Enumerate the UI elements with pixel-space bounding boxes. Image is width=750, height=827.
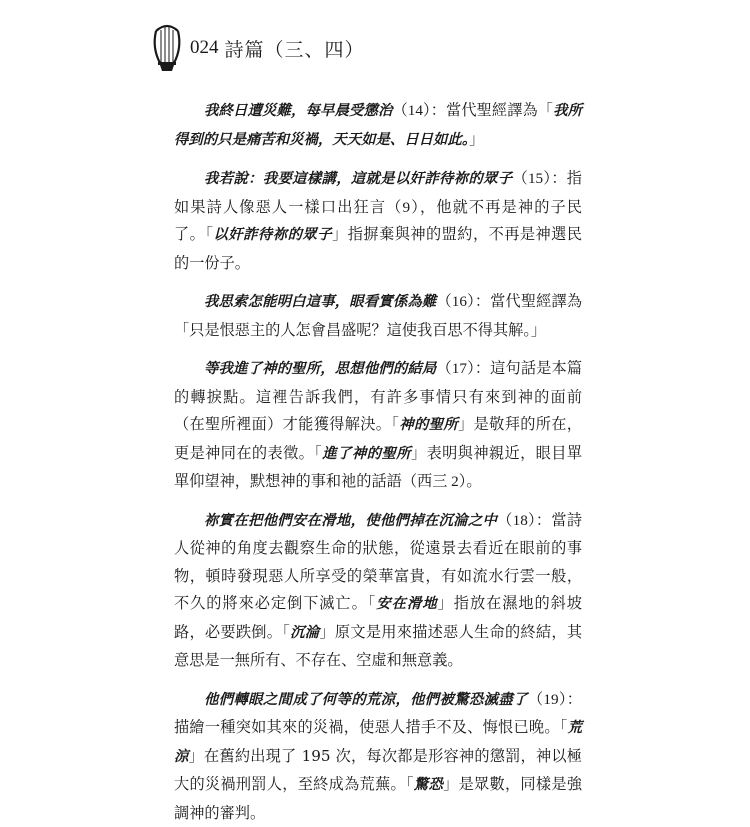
quoted-phrase: 以奸詐待祢的眾子 [213,227,332,243]
commentary-text: ，他就不再是神的子民了。「 [174,198,582,244]
verse-text: 我終日遭災難，每早晨受懲治 [204,103,392,119]
quoted-translation: 我所得到的只是痛苦和災禍，天天如是、日日如此。 [174,103,582,148]
harp-icon [150,22,184,74]
commentary-text: 」表明與神親近，眼目單單仰望神，默想神的事和祂的話語 [174,444,582,491]
verse-text: 祢實在把他們安在滑地，使他們掉在沉淪之中 [204,513,497,529]
verse-text: 等我進了神的聖所，思想他們的結局 [204,361,436,377]
quoted-phrase: 神的聖所 [399,417,458,433]
commentary-text: 」是敬拜的所在，更是神同在的表徵。「 [174,415,582,462]
verse-reference: （19） [528,691,567,708]
cross-reference: （9） [386,199,420,216]
commentary-text: 」指放在濕地的斜坡路，必要跌倒。「 [174,594,582,641]
commentary-text: 。 [466,472,481,490]
commentary-text: ：描繪一種突如其來的災禍，使惡人措手不及、悔恨已晚。「 [174,690,582,737]
quoted-phrase: 安在滑地 [376,596,437,612]
paragraph-verse-19 [174,686,582,827]
commentary-text: 」原文是用來描述惡人生命的終結，其意思是一無所有、不存在、空虛和無意義。 [174,623,582,670]
commentary-body [174,97,582,827]
commentary-text: 」指摒棄與神的盟約，不再是神選民的一份子。 [174,225,582,272]
paragraph-verse-15 [174,165,582,277]
paragraph-verse-14 [174,97,582,154]
verse-text: 我若說：我要這樣講，這就是以奸詐待祢的眾子 [204,171,512,187]
commentary-text: 」 [469,130,484,148]
commentary-text: 」在舊約出現了 195 次，每次都是形容神的懲罰，神以極大的災禍刑罰人，至終成為荒蕪。「 [174,747,582,794]
verse-reference: （15） [512,170,551,187]
paragraph-verse-16 [174,288,582,344]
commentary-text: 」是眾數，同樣是強調神的審判。 [174,775,582,822]
verse-reference: （14） [392,102,430,119]
paragraph-verse-18 [174,507,582,675]
verse-text: 他們轉眼之間成了何等的荒涼，他們被驚恐滅盡了 [204,692,528,708]
verse-reference: （16） [436,293,474,310]
running-header [150,22,365,74]
page-title: 詩篇（三、四） [225,35,365,62]
commentary-text: ：當代聖經譯為「只是恨惡主的人怎會昌盛呢？這使我百思不得其解。」 [174,292,582,339]
verse-reference: （18） [497,512,536,529]
quoted-phrase: 沉淪 [290,625,319,641]
paragraph-verse-17 [174,355,582,496]
quoted-phrase: 進了神的聖所 [322,446,411,462]
quoted-phrase: 荒涼 [174,720,582,765]
quoted-phrase: 驚恐 [414,777,443,793]
verse-reference: （17） [436,360,474,377]
commentary-text: ：指如果詩人像惡人一樣口出狂言 [174,169,582,216]
page-number: 024 [190,37,219,59]
commentary-text: ：當代聖經譯為「 [431,101,553,119]
commentary-text: ：這句話是本篇的轉捩點。這裡告訴我們，有許多事情只有來到神的面前（在聖所裡面）才能獲得解決。「 [174,359,582,433]
commentary-text: ：當詩人從神的角度去觀察生命的狀態，從遠景去看近在眼前的事物，頓時發現惡人所享受的榮華富貴，有如流水行雲一般，不久的將來必定倒下滅亡。「 [174,511,582,613]
cross-reference: （西三 2） [402,473,467,490]
verse-text: 我思索怎能明白這事，眼看實係為難 [204,294,436,310]
